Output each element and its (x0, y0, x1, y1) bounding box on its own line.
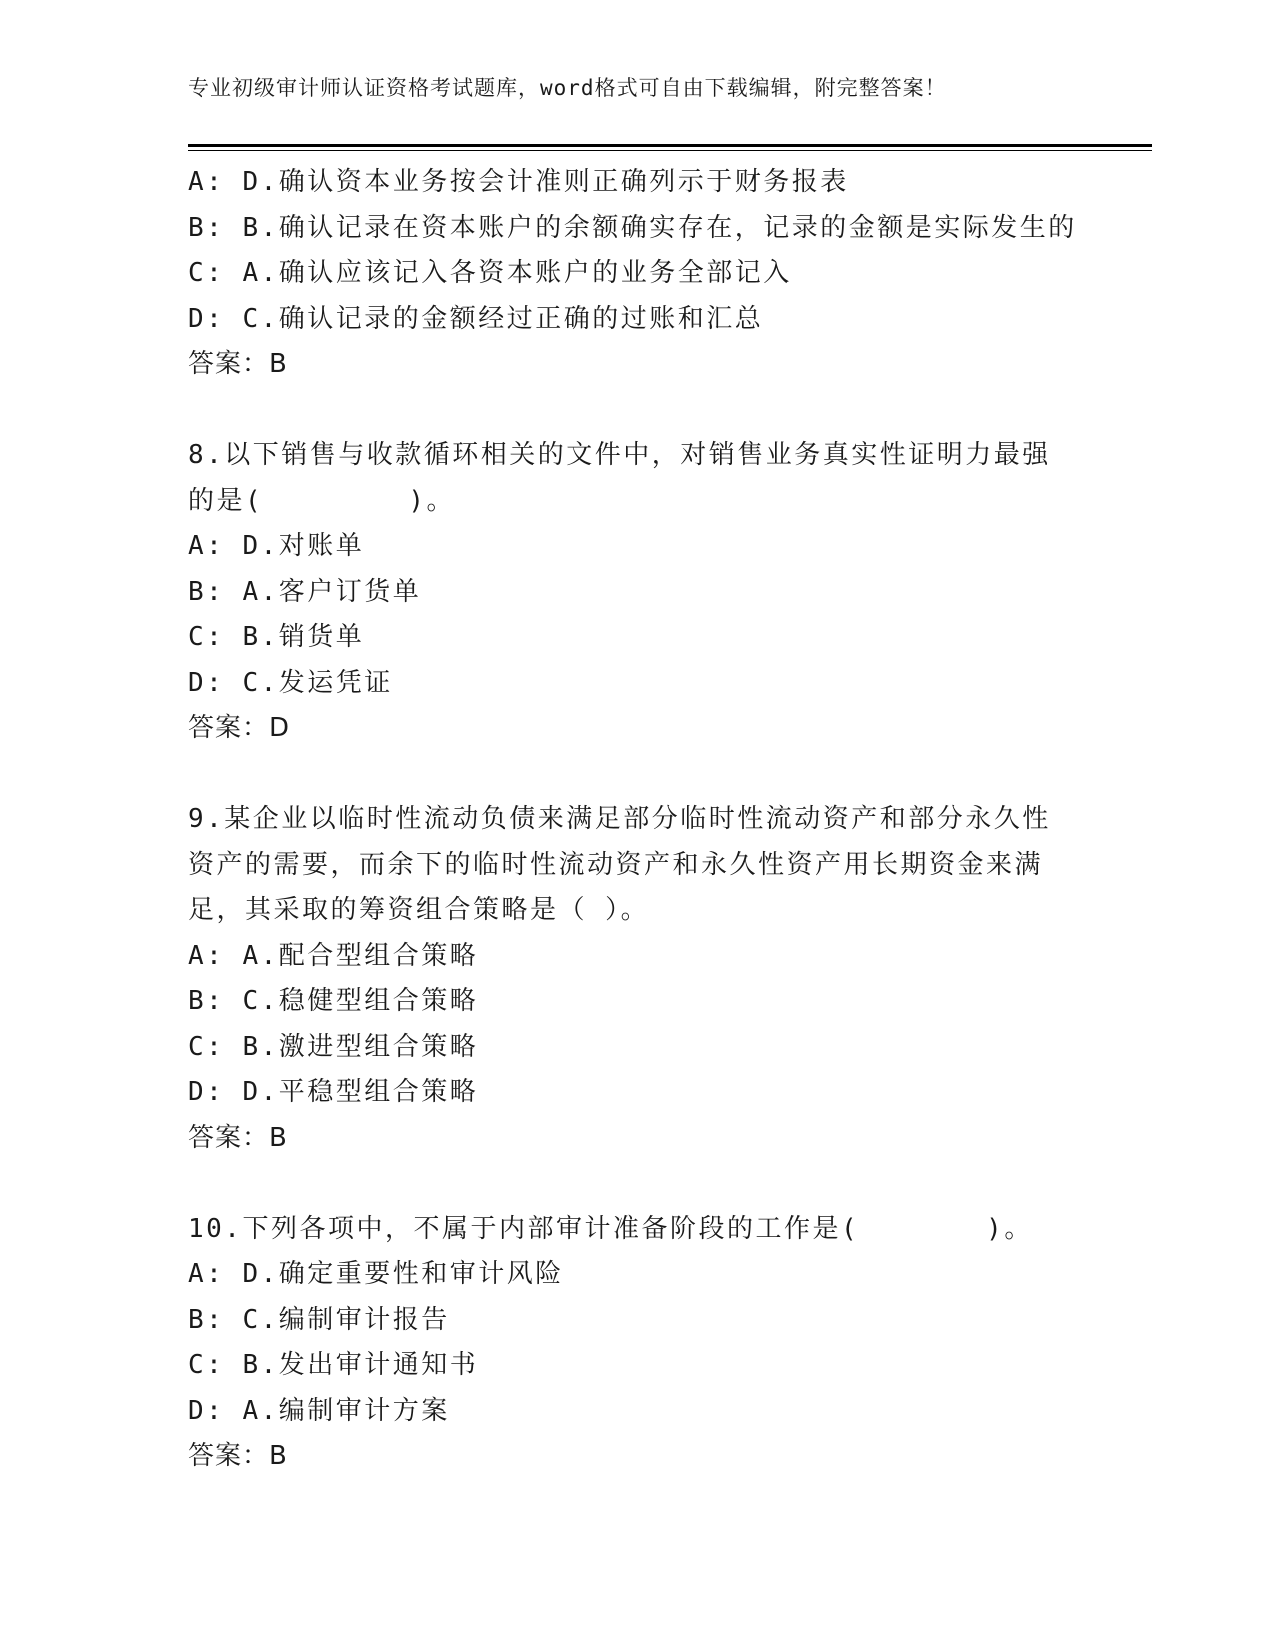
question-stem-line: 资产的需要，而余下的临时性流动资产和永久性资产用长期资金来满 (188, 849, 1044, 880)
question-list (188, 160, 1088, 1480)
page-header: 专业初级审计师认证资格考试题库，word格式可自由下载编辑，附完整答案！ (188, 76, 947, 100)
answer: 答案：B (188, 349, 288, 379)
option-d: D: C.确认记录的金额经过正确的过账和汇总 (188, 303, 764, 334)
option-c: C: B.销货单 (188, 622, 365, 652)
answer: 答案：B (188, 1122, 288, 1153)
option-c: C: B.发出审计通知书 (188, 1350, 479, 1380)
option-c: C: A.确认应该记入各资本账户的业务全部记入 (188, 258, 792, 288)
question-stem-line: 10.下列各项中，不属于内部审计准备阶段的工作是( )。 (188, 1213, 1033, 1244)
option-b: B: B.确认记录在资本账户的余额确实存在，记录的金额是实际发生的 (188, 212, 1077, 243)
question-10 (188, 1207, 1088, 1480)
header-rule-thin (188, 150, 1152, 151)
option-b: B: C.编制审计报告 (188, 1304, 450, 1335)
option-d: D: D.平稳型组合策略 (188, 1077, 479, 1107)
option-d: D: C.发运凭证 (188, 667, 393, 698)
option-a: A: D.确认资本业务按会计准则正确列示于财务报表 (188, 167, 849, 197)
header-rule-thick (188, 144, 1152, 147)
question-9 (188, 797, 1088, 1161)
option-a: A: D.确定重要性和审计风险 (188, 1259, 564, 1289)
option-b: B: C.稳健型组合策略 (188, 986, 479, 1016)
option-b: B: A.客户订货单 (188, 576, 422, 607)
spacer (188, 752, 1088, 798)
question-7 (188, 160, 1088, 388)
question-stem-line: 8.以下销售与收款循环相关的文件中，对销售业务真实性证明力最强 (188, 440, 1051, 470)
spacer (188, 1161, 1088, 1207)
option-a: A: A.配合型组合策略 (188, 940, 479, 971)
question-8 (188, 433, 1088, 752)
question-stem-line: 的是( )。 (188, 485, 456, 516)
question-stem-line: 9.某企业以临时性流动负债来满足部分临时性流动资产和部分永久性 (188, 804, 1051, 834)
option-d: D: A.编制审计方案 (188, 1395, 450, 1426)
answer: 答案：D (188, 713, 291, 743)
option-c: C: B.激进型组合策略 (188, 1031, 479, 1062)
answer: 答案：B (188, 1441, 288, 1471)
spacer (188, 388, 1088, 434)
question-stem-line: 足，其采取的筹资组合策略是（ ）。 (188, 895, 650, 925)
option-a: A: D.对账单 (188, 531, 365, 561)
